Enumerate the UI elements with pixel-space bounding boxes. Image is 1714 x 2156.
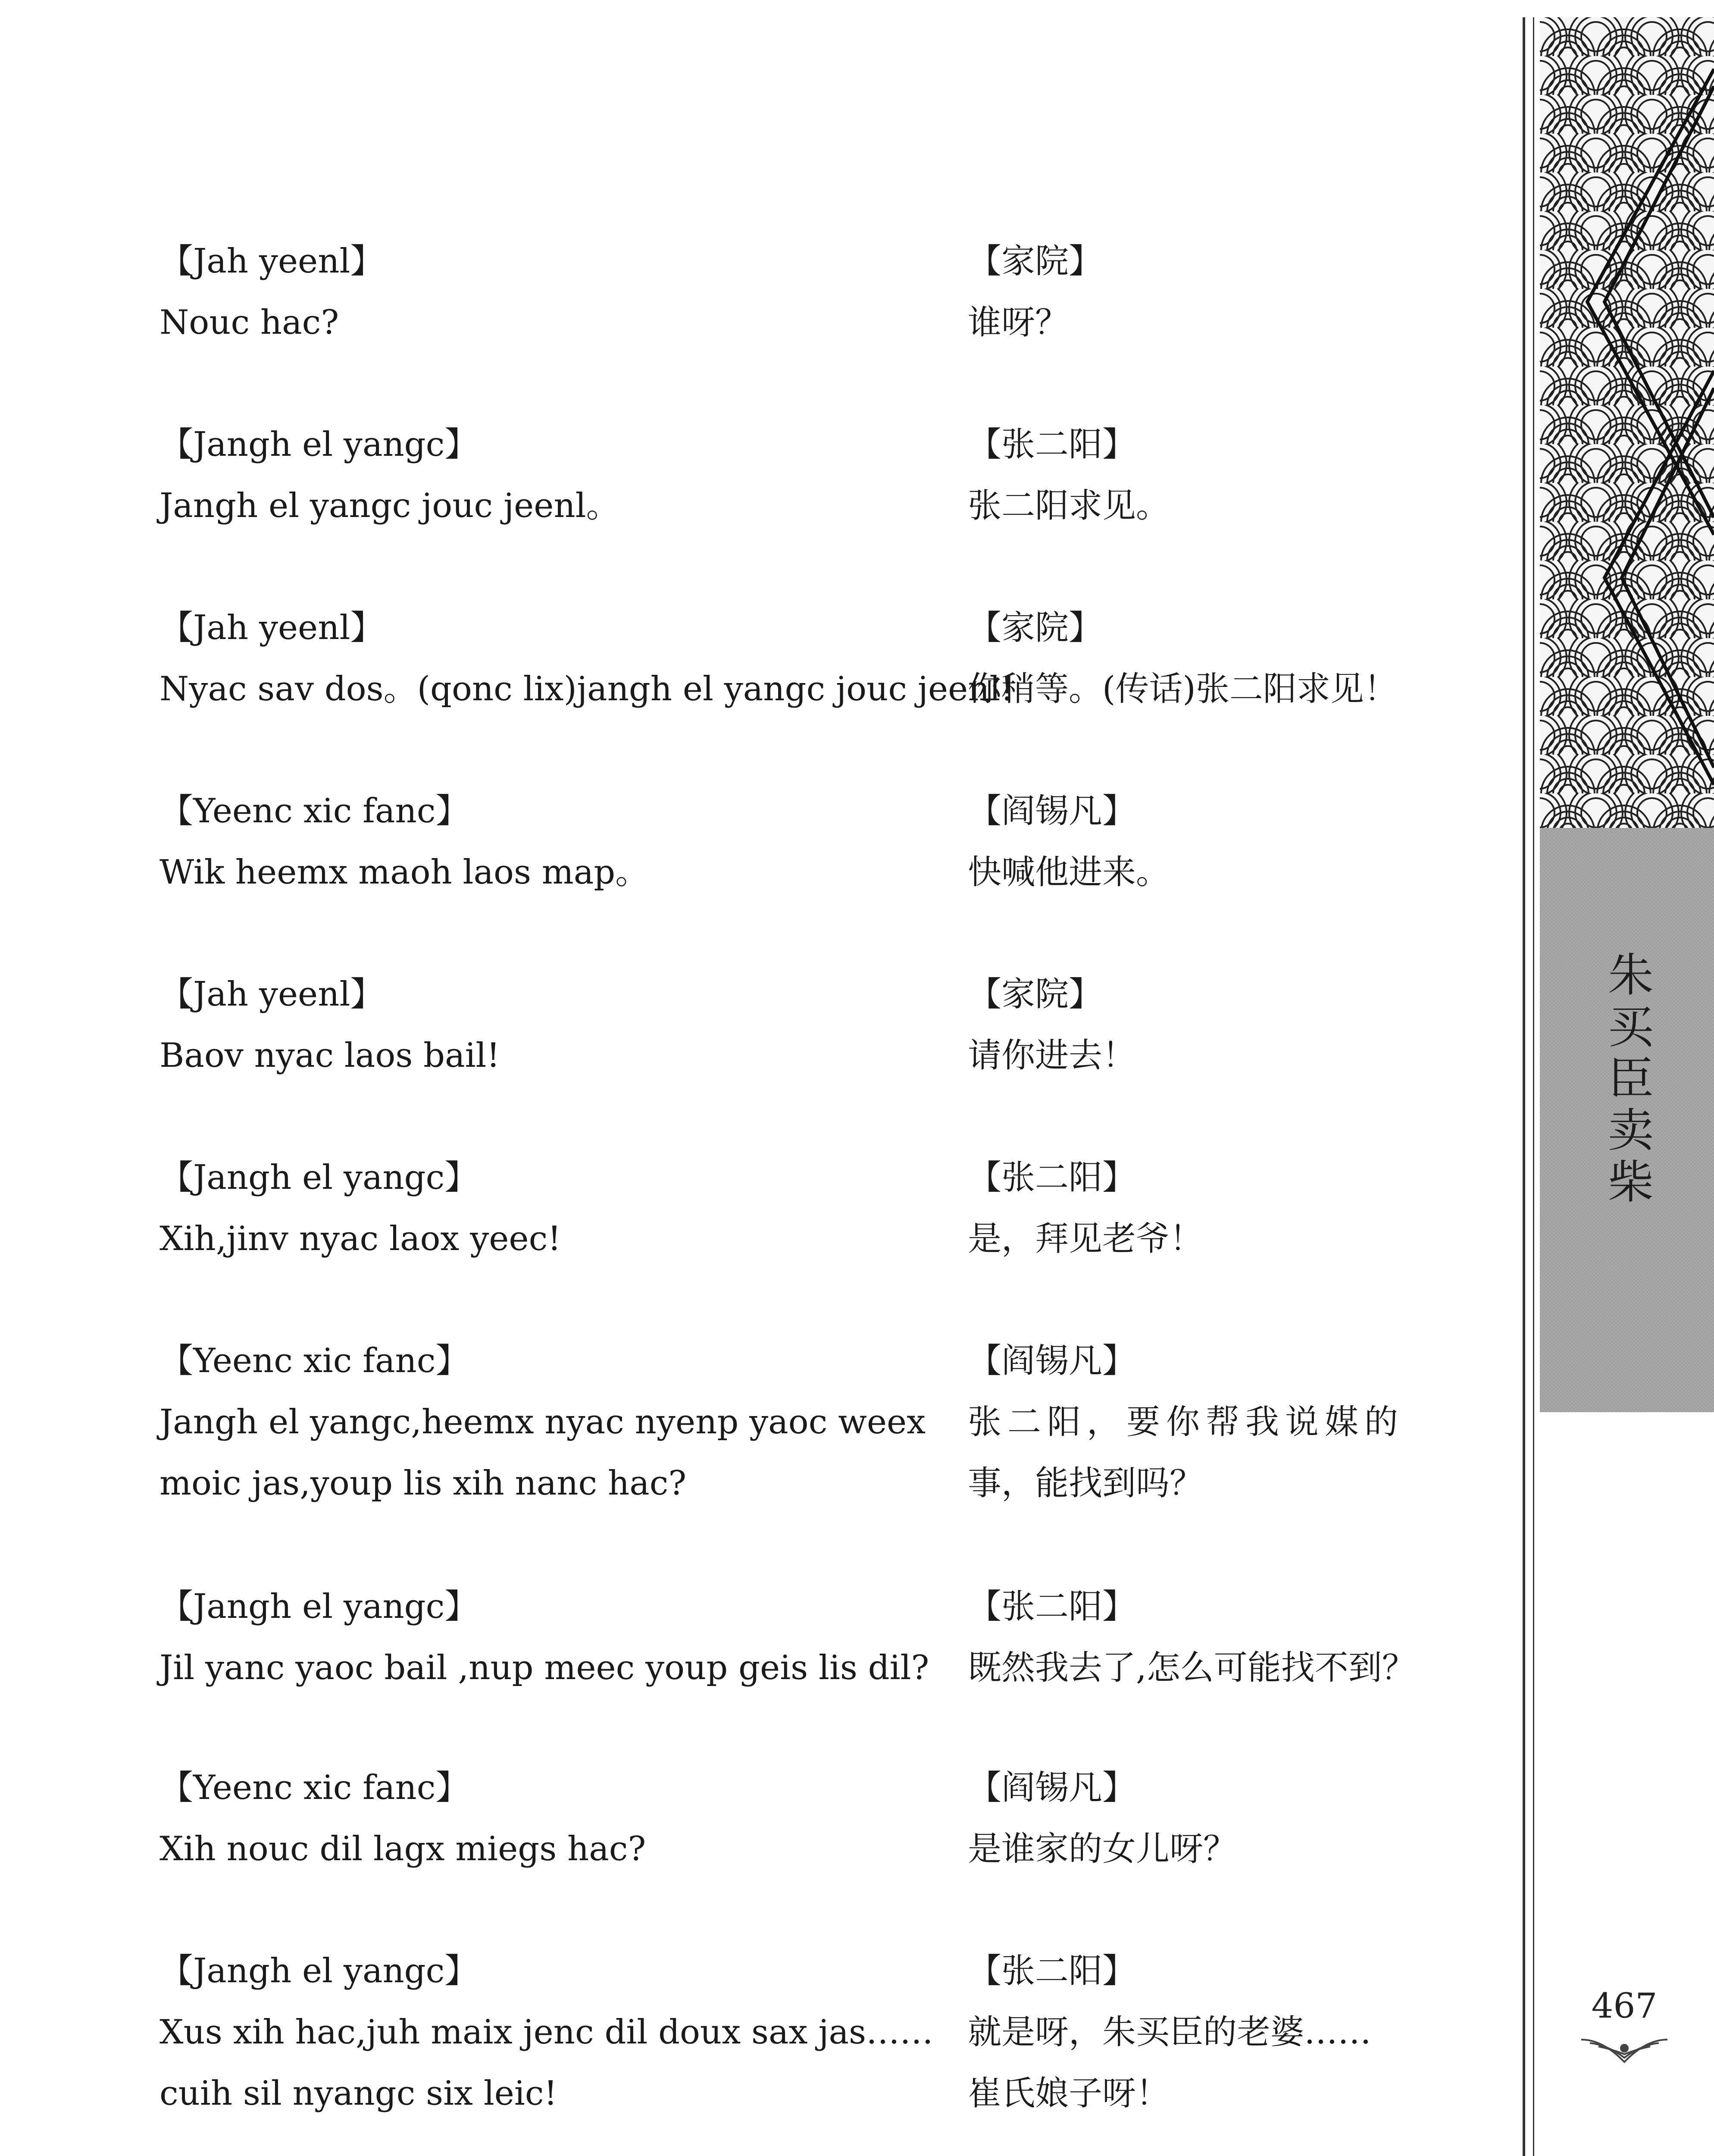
speaker-label: 【张二阳】 bbox=[968, 1158, 1136, 1197]
chinese-text-column bbox=[968, 0, 1455, 2156]
speaker-label: 【Yeenc xic fanc】 bbox=[160, 1341, 469, 1380]
dialogue-line: 张二阳，要你帮我说媒的 bbox=[968, 1403, 1404, 1442]
dialogue-line: 请你进去！ bbox=[968, 1036, 1136, 1075]
speaker-label: 【Jangh el yangc】 bbox=[160, 1158, 479, 1197]
dialogue-line: 你稍等。(传话)张二阳求见！ bbox=[968, 670, 1398, 708]
speaker-label: 【家院】 bbox=[968, 608, 1103, 647]
dialogue-entry bbox=[968, 1330, 1455, 1514]
dialogue-entry bbox=[968, 1576, 1455, 1698]
speaker-name: 阎锡凡 bbox=[1001, 1341, 1103, 1380]
speaker-label: 【Jangh el yangc】 bbox=[160, 425, 479, 464]
dialogue-entry bbox=[968, 1147, 1455, 1269]
speaker-name: 阎锡凡 bbox=[1001, 792, 1103, 830]
speaker-name: Yeenc xic fanc bbox=[193, 1341, 436, 1380]
dialogue-entry bbox=[160, 1147, 935, 1269]
dialogue-entry bbox=[160, 597, 1014, 720]
speaker-name: Jangh el yangc bbox=[193, 1587, 445, 1626]
speaker-name: Yeenc xic fanc bbox=[193, 1768, 436, 1807]
speaker-name: Jangh el yangc bbox=[193, 1158, 445, 1197]
dialogue-line: 快喊他进来。 bbox=[968, 853, 1170, 892]
dialogue-entry bbox=[968, 1757, 1455, 1880]
speaker-label: 【Yeenc xic fanc】 bbox=[160, 1768, 469, 1807]
page-ornament-icon bbox=[1577, 2035, 1672, 2065]
speaker-label: 【Jah yeenl】 bbox=[160, 242, 384, 281]
speaker-name: 张二阳 bbox=[1001, 425, 1103, 464]
dialogue-line: Nouc hac? bbox=[160, 303, 339, 342]
speaker-name: 张二阳 bbox=[1001, 1587, 1103, 1626]
dialogue-entry bbox=[160, 1576, 935, 1698]
dialogue-line: moic jas,youp lis xih nanc hac? bbox=[160, 1464, 687, 1503]
dialogue-entry bbox=[968, 597, 1455, 720]
speaker-name: 张二阳 bbox=[1001, 1158, 1103, 1197]
speaker-name: 家院 bbox=[1001, 242, 1069, 281]
speaker-label: 【张二阳】 bbox=[968, 425, 1136, 464]
dialogue-line: Jangh el yangc jouc jeenl。 bbox=[160, 486, 620, 525]
dialogue-entry bbox=[968, 1940, 1455, 2124]
dialogue-line: Jil yanc yaoc bail ,nup meec youp geis lis dil? bbox=[160, 1648, 929, 1687]
page-number: 467 bbox=[1591, 1986, 1658, 2026]
dialogue-line: Wik heemx maoh laos map。 bbox=[160, 853, 649, 892]
dialogue-line: Nyac sav dos。(qonc lix)jangh el yangc jouc jeenl! bbox=[160, 670, 1014, 708]
speaker-label: 【家院】 bbox=[968, 242, 1103, 281]
speaker-label: 【Jangh el yangc】 bbox=[160, 1952, 479, 1990]
dialogue-entry bbox=[160, 1330, 935, 1514]
speaker-label: 【张二阳】 bbox=[968, 1587, 1136, 1626]
dialogue-line: Baov nyac laos bail! bbox=[160, 1036, 500, 1075]
speaker-name: 家院 bbox=[1001, 608, 1069, 647]
dialogue-line: 事，能找到吗？ bbox=[968, 1464, 1204, 1503]
speaker-label: 【阎锡凡】 bbox=[968, 792, 1136, 830]
dialogue-line: 就是呀，朱买臣的老婆…… bbox=[968, 2013, 1372, 2052]
speaker-label: 【张二阳】 bbox=[968, 1952, 1136, 1990]
dialogue-entry bbox=[968, 231, 1455, 353]
dialogue-entry bbox=[160, 1940, 935, 2124]
margin-rule bbox=[1533, 17, 1534, 2156]
dialogue-entry bbox=[160, 1757, 935, 1880]
cloud-pattern-border bbox=[1540, 17, 1714, 828]
speaker-name: Jangh el yangc bbox=[193, 425, 445, 464]
dialogue-line: 谁呀？ bbox=[968, 303, 1069, 342]
dong-text-column bbox=[160, 0, 1014, 2156]
chapter-title: 朱买臣卖柴 bbox=[1601, 951, 1654, 1210]
speaker-label: 【Jangh el yangc】 bbox=[160, 1587, 479, 1626]
speaker-name: 家院 bbox=[1001, 975, 1069, 1014]
dialogue-entry bbox=[160, 414, 935, 536]
dialogue-entry bbox=[968, 964, 1455, 1086]
speaker-name: Jah yeenl bbox=[193, 242, 350, 281]
dialogue-line: Jangh el yangc,heemx nyac nyenp yaoc weex bbox=[160, 1403, 926, 1442]
cloud-pattern-icon bbox=[1540, 17, 1714, 828]
dialogue-line: Xus xih hac,juh maix jenc dil doux sax jas…… bbox=[160, 2013, 934, 2052]
speaker-name: Jangh el yangc bbox=[193, 1952, 445, 1990]
speaker-name: Yeenc xic fanc bbox=[193, 792, 436, 830]
dialogue-line: 张二阳求见。 bbox=[968, 486, 1170, 525]
speaker-name: Jah yeenl bbox=[193, 975, 350, 1014]
speaker-name: 张二阳 bbox=[1001, 1952, 1103, 1990]
speaker-label: 【Jah yeenl】 bbox=[160, 975, 384, 1014]
speaker-name: Jah yeenl bbox=[193, 608, 350, 647]
dialogue-line: 是，拜见老爷！ bbox=[968, 1219, 1204, 1258]
dialogue-entry bbox=[968, 780, 1455, 903]
dialogue-line: 是谁家的女儿呀？ bbox=[968, 1830, 1237, 1868]
dialogue-line: 既然我去了,怎么可能找不到？ bbox=[968, 1648, 1416, 1687]
dialogue-line: Xih,jinv nyac laox yeec! bbox=[160, 1219, 561, 1258]
speaker-label: 【阎锡凡】 bbox=[968, 1341, 1136, 1380]
dialogue-line: 崔氏娘子呀！ bbox=[968, 2074, 1170, 2113]
speaker-label: 【家院】 bbox=[968, 975, 1103, 1014]
dialogue-entry bbox=[160, 231, 935, 353]
speaker-label: 【Yeenc xic fanc】 bbox=[160, 792, 469, 830]
dialogue-line: cuih sil nyangc six leic! bbox=[160, 2074, 557, 2113]
chapter-title-tab bbox=[1540, 828, 1714, 1412]
dialogue-entry bbox=[160, 780, 935, 903]
dialogue-entry bbox=[968, 414, 1455, 536]
speaker-label: 【阎锡凡】 bbox=[968, 1768, 1136, 1807]
speaker-label: 【Jah yeenl】 bbox=[160, 608, 384, 647]
dialogue-entry bbox=[160, 964, 935, 1086]
speaker-name: 阎锡凡 bbox=[1001, 1768, 1103, 1807]
margin-rule bbox=[1523, 17, 1525, 2156]
dialogue-line: Xih nouc dil lagx miegs hac? bbox=[160, 1830, 646, 1868]
